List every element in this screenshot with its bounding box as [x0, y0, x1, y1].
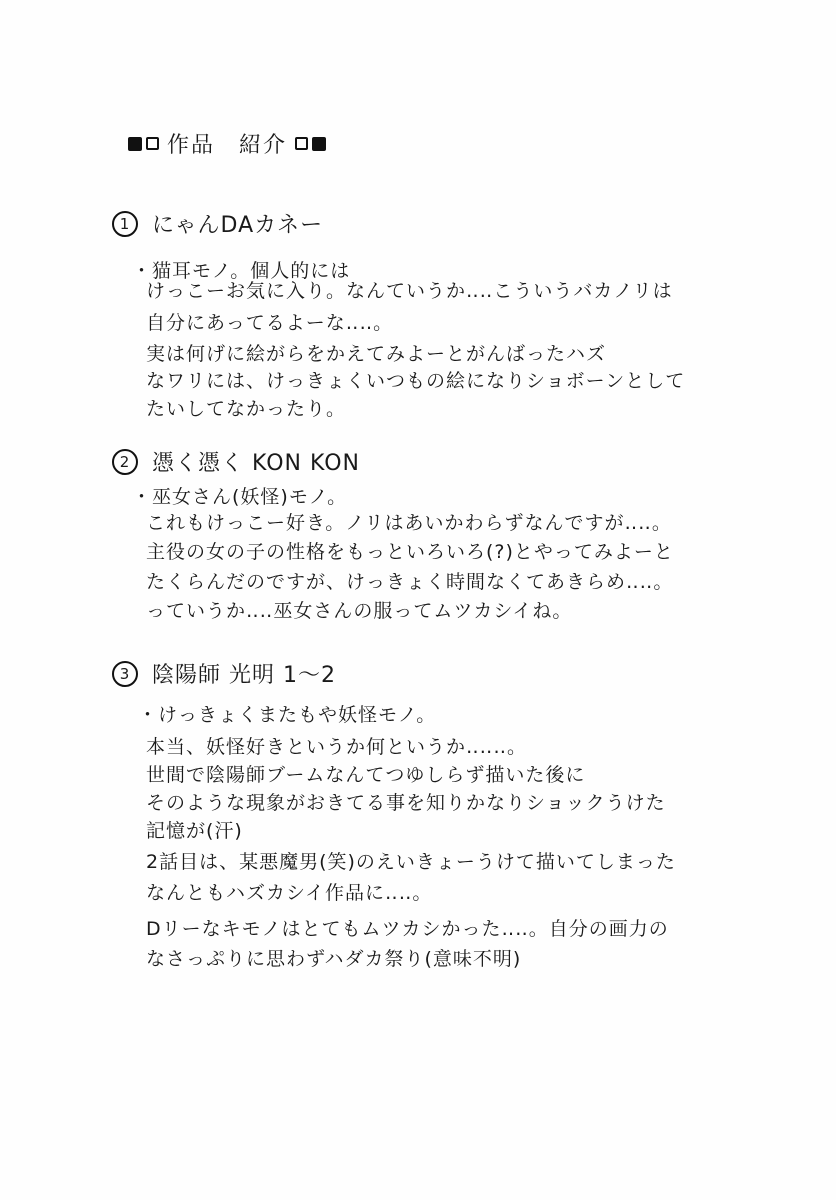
open-square-icon: [146, 137, 159, 150]
section-1-line: けっこーお気に入り。なんていうか‥‥こういうバカノリは: [146, 280, 673, 302]
section-3-line: 本当、妖怪好きというか何というか‥‥‥。: [146, 736, 528, 758]
circled-number-3: 3: [112, 661, 138, 687]
section-2-title: 憑く憑く KON KON: [152, 451, 360, 476]
page-title-text: 作品 紹介: [167, 133, 288, 158]
section-3-line: 世間で陰陽師ブームなんてつゆしらず描いた後に: [146, 764, 586, 786]
section-3-heading: [112, 658, 336, 689]
section-1-line: なワリには、けっきょくいつもの絵になりショボーンとして: [146, 370, 686, 392]
section-1-line: 実は何げに絵がらをかえてみよーとがんばったハズ: [146, 343, 607, 365]
section-2-line: これもけっこー好き。ノリはあいかわらずなんですが‥‥。: [146, 512, 672, 534]
circled-number-2: 2: [112, 449, 138, 475]
section-1-line: たいしてなかったり。: [146, 398, 347, 420]
section-2-line: 主役の女の子の性格をもっといろいろ(?)とやってみよーと: [146, 541, 674, 563]
section-1-line: 自分にあってるよーな‥‥。: [146, 312, 394, 334]
section-1-line: ・猫耳モノ。個人的には: [132, 260, 351, 282]
section-2-line: っていうか‥‥巫女さんの服ってムツカシイね。: [146, 600, 573, 622]
section-3-line: そのような現象がおきてる事を知りかなりショックうけた: [146, 792, 666, 814]
section-3-title: 陰陽師 光明 1〜2: [152, 663, 336, 688]
section-3-line: ・けっきょくまたもや妖怪モノ。: [138, 704, 437, 726]
black-square-icon: [128, 137, 142, 151]
circled-number-1: 1: [112, 211, 138, 237]
open-square-icon: [295, 137, 308, 150]
section-1-heading: [112, 208, 323, 239]
page-title: [128, 128, 326, 159]
section-2-line: たくらんだのですが、けっきょく時間なくてあきらめ‥‥。: [146, 571, 674, 593]
section-3-line: Dリーなキモノはとてもムツカシかった‥‥。自分の画力の: [146, 918, 669, 940]
section-3-line: なさっぷりに思わずハダカ祭り(意味不明): [146, 948, 522, 970]
section-1-title: にゃんDAカネー: [152, 213, 324, 238]
section-3-line: 2話目は、某悪魔男(笑)のえいきょーうけて描いてしまった: [146, 851, 676, 873]
section-2-line: ・巫女さん(妖怪)モノ。: [132, 486, 348, 508]
section-2-heading: [112, 446, 360, 477]
section-3-line: 記憶が(汗): [146, 820, 243, 842]
black-square-icon: [312, 137, 326, 151]
section-3-line: なんともハズカシイ作品に‥‥。: [146, 882, 433, 904]
